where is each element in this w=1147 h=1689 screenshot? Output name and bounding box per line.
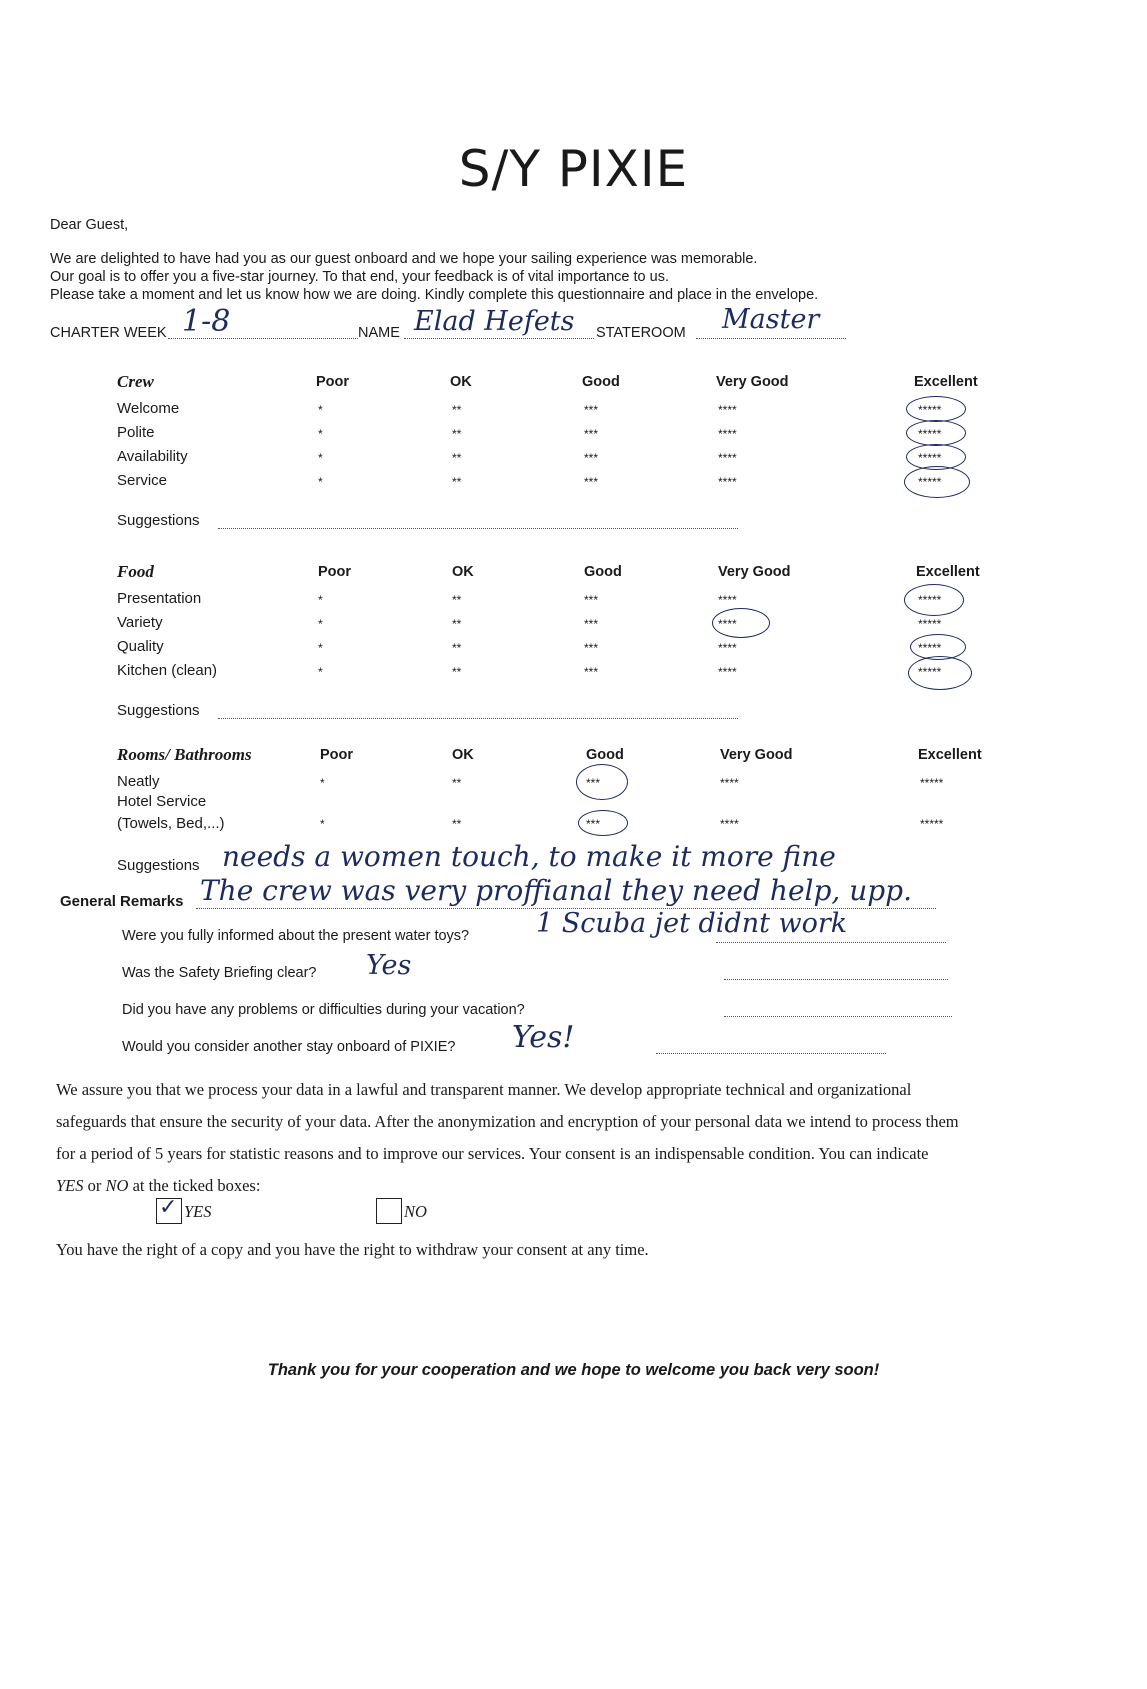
rooms-hotel-star-5[interactable]: *****: [920, 817, 944, 831]
rooms-neatly-star-4[interactable]: ****: [720, 776, 739, 790]
food-row-variety: Variety: [117, 614, 163, 631]
question-another-stay: Would you consider another stay onboard of PIXIE?: [122, 1039, 456, 1055]
crew-service-star-4[interactable]: ****: [718, 475, 737, 489]
food-variety-selected-circle: [712, 608, 770, 638]
food-suggestions-label: Suggestions: [117, 702, 200, 719]
food-presentation-selected-circle: [904, 584, 964, 616]
food-quality-star-1[interactable]: *: [318, 641, 323, 655]
food-row-kitchen: Kitchen (clean): [117, 662, 218, 679]
consent-yes-word: YES: [56, 1176, 84, 1195]
question-safety-briefing: Was the Safety Briefing clear?: [122, 965, 317, 981]
question-problems: Did you have any problems or difficulties during your vacation?: [122, 1002, 525, 1018]
crew-availability-star-4[interactable]: ****: [718, 451, 737, 465]
charter-week-label: CHARTER WEEK: [50, 325, 167, 341]
rooms-suggestions-value[interactable]: needs a women touch, to make it more fine: [222, 840, 836, 873]
page-title: S/Y PIXIE: [458, 140, 689, 198]
crew-col-good: Good: [582, 374, 620, 390]
crew-suggestions-line[interactable]: [218, 514, 738, 529]
rooms-hotel-star-3[interactable]: ***: [586, 817, 601, 831]
food-kitchen-star-3[interactable]: ***: [584, 665, 599, 679]
food-kitchen-star-2[interactable]: **: [452, 665, 462, 679]
food-variety-star-3[interactable]: ***: [584, 617, 599, 631]
rooms-neatly-selected-circle: [576, 764, 628, 800]
food-presentation-star-2[interactable]: **: [452, 593, 462, 607]
crew-availability-star-1[interactable]: *: [318, 451, 323, 465]
food-quality-star-5[interactable]: *****: [918, 641, 942, 655]
food-variety-star-1[interactable]: *: [318, 617, 323, 631]
food-quality-star-3[interactable]: ***: [584, 641, 599, 655]
rooms-hotel-selected-circle: [578, 810, 628, 836]
crew-polite-selected-circle: [906, 420, 966, 446]
food-suggestions-line[interactable]: [218, 704, 738, 719]
rooms-col-poor: Poor: [320, 747, 354, 763]
crew-polite-star-1[interactable]: *: [318, 427, 323, 441]
stateroom-label: STATEROOM: [596, 325, 686, 341]
name-value[interactable]: Elad Hefets: [414, 306, 575, 337]
crew-service-star-5[interactable]: *****: [918, 475, 942, 489]
consent-line-2: safeguards that ensure the security of your data. After the anonymization and encryption of your personal data we intend to process them: [56, 1112, 959, 1131]
rooms-heading: Rooms/ Bathrooms: [117, 745, 252, 764]
rooms-col-good: Good: [586, 747, 624, 763]
crew-col-ok: OK: [450, 374, 472, 390]
intro-line-3: Please take a moment and let us know how we are doing. Kindly complete this questionnaire and place in the envelope.: [50, 287, 819, 303]
rooms-col-ok: OK: [452, 747, 474, 763]
food-variety-star-2[interactable]: **: [452, 617, 462, 631]
rooms-col-excellent: Excellent: [918, 747, 982, 763]
rooms-row-hotel-service: Hotel Service: [117, 793, 207, 810]
food-quality-star-2[interactable]: **: [452, 641, 462, 655]
food-kitchen-star-5[interactable]: *****: [918, 665, 942, 679]
crew-availability-star-2[interactable]: **: [452, 451, 462, 465]
crew-row-polite: Polite: [117, 424, 155, 441]
stateroom-value[interactable]: Master: [722, 304, 820, 335]
food-col-good: Good: [584, 564, 622, 580]
food-presentation-star-3[interactable]: ***: [584, 593, 599, 607]
rooms-hotel-star-1[interactable]: *: [320, 817, 325, 831]
crew-welcome-selected-circle: [906, 396, 966, 422]
consent-line-1: We assure you that we process your data in a lawful and transparent manner. We develop appropriate technical and organizational: [56, 1080, 912, 1099]
crew-polite-star-4[interactable]: ****: [718, 427, 737, 441]
general-remarks-value[interactable]: The crew was very proffianal they need help, upp.: [200, 874, 912, 907]
crew-welcome-star-5[interactable]: *****: [918, 403, 942, 417]
food-kitchen-star-4[interactable]: ****: [718, 665, 737, 679]
crew-welcome-star-3[interactable]: ***: [584, 403, 599, 417]
food-col-ok: OK: [452, 564, 474, 580]
food-kitchen-star-1[interactable]: *: [318, 665, 323, 679]
crew-service-star-3[interactable]: ***: [584, 475, 599, 489]
crew-col-excellent: Excellent: [914, 374, 978, 390]
crew-polite-star-3[interactable]: ***: [584, 427, 599, 441]
rooms-neatly-star-3[interactable]: ***: [586, 776, 601, 790]
food-variety-star-5[interactable]: *****: [918, 617, 942, 631]
crew-welcome-star-1[interactable]: *: [318, 403, 323, 417]
crew-service-selected-circle: [904, 466, 970, 498]
intro-line-2: Our goal is to offer you a five-star journey. To that end, your feedback is of vital importance to us.: [50, 269, 669, 285]
food-presentation-star-1[interactable]: *: [318, 593, 323, 607]
crew-service-star-2[interactable]: **: [452, 475, 462, 489]
answer-problems-line[interactable]: [724, 1002, 952, 1017]
food-col-poor: Poor: [318, 564, 352, 580]
charter-week-value[interactable]: 1-8: [182, 304, 231, 339]
food-presentation-star-5[interactable]: *****: [918, 593, 942, 607]
footer-thanks: Thank you for your cooperation and we hope to welcome you back very soon!: [267, 1361, 880, 1379]
consent-rest: at the ticked boxes:: [128, 1176, 261, 1195]
food-presentation-star-4[interactable]: ****: [718, 593, 737, 607]
intro-line-1: We are delighted to have had you as our guest onboard and we hope your sailing experience was memorable.: [50, 251, 758, 267]
crew-welcome-star-2[interactable]: **: [452, 403, 462, 417]
greeting: Dear Guest,: [50, 217, 129, 233]
crew-row-availability: Availability: [117, 448, 188, 465]
consent-no-word: NO: [105, 1176, 129, 1195]
crew-heading: Crew: [117, 372, 154, 391]
food-quality-star-4[interactable]: ****: [718, 641, 737, 655]
crew-row-service: Service: [117, 472, 168, 489]
answer-water-toys[interactable]: 1 Scuba jet didnt work: [536, 908, 848, 939]
rooms-neatly-star-2[interactable]: **: [452, 776, 462, 790]
consent-no-checkbox[interactable]: [376, 1198, 402, 1224]
checkmark-icon: ✓: [159, 1194, 178, 1219]
answer-safety-briefing[interactable]: Yes: [366, 950, 412, 981]
consent-no-label: NO: [404, 1202, 427, 1221]
consent-yes-label: YES: [184, 1202, 212, 1221]
crew-polite-star-5[interactable]: *****: [918, 427, 942, 441]
rooms-row-towels-bed: (Towels, Bed,...): [117, 815, 225, 832]
crew-availability-star-5[interactable]: *****: [918, 451, 942, 465]
crew-col-very-good: Very Good: [716, 374, 789, 390]
rooms-neatly-star-1[interactable]: *: [320, 776, 325, 790]
crew-col-poor: Poor: [316, 374, 350, 390]
crew-availability-star-3[interactable]: ***: [584, 451, 599, 465]
food-row-presentation: Presentation: [117, 590, 202, 607]
answer-another-stay-line: [656, 1039, 886, 1054]
answer-another-stay[interactable]: Yes!: [512, 1020, 575, 1055]
food-row-quality: Quality: [117, 638, 164, 655]
food-col-very-good: Very Good: [718, 564, 791, 580]
question-water-toys: Were you fully informed about the present water toys?: [122, 928, 470, 944]
crew-row-welcome: Welcome: [117, 400, 180, 417]
name-label: NAME: [358, 325, 400, 341]
rooms-hotel-star-4[interactable]: ****: [720, 817, 739, 831]
answer-safety-briefing-line: [724, 965, 948, 980]
crew-service-star-1[interactable]: *: [318, 475, 323, 489]
rooms-row-neatly: Neatly: [117, 773, 160, 790]
consent-or-word: or: [83, 1176, 106, 1195]
general-remarks-label: General Remarks: [60, 893, 184, 910]
consent-rights: You have the right of a copy and you have the right to withdraw your consent at any time.: [56, 1240, 649, 1259]
food-heading: Food: [117, 562, 154, 581]
consent-line-3: for a period of 5 years for statistic reasons and to improve our services. Your consent is an indispensable condition. You can indicate: [56, 1144, 929, 1163]
rooms-col-very-good: Very Good: [720, 747, 793, 763]
food-col-excellent: Excellent: [916, 564, 980, 580]
rooms-hotel-star-2[interactable]: **: [452, 817, 462, 831]
food-kitchen-selected-circle: [908, 656, 972, 690]
crew-polite-star-2[interactable]: **: [452, 427, 462, 441]
rooms-neatly-star-5[interactable]: *****: [920, 776, 944, 790]
crew-welcome-star-4[interactable]: ****: [718, 403, 737, 417]
rooms-suggestions-label: Suggestions: [117, 857, 200, 874]
food-variety-star-4[interactable]: ****: [718, 617, 737, 631]
crew-suggestions-label: Suggestions: [117, 512, 200, 529]
